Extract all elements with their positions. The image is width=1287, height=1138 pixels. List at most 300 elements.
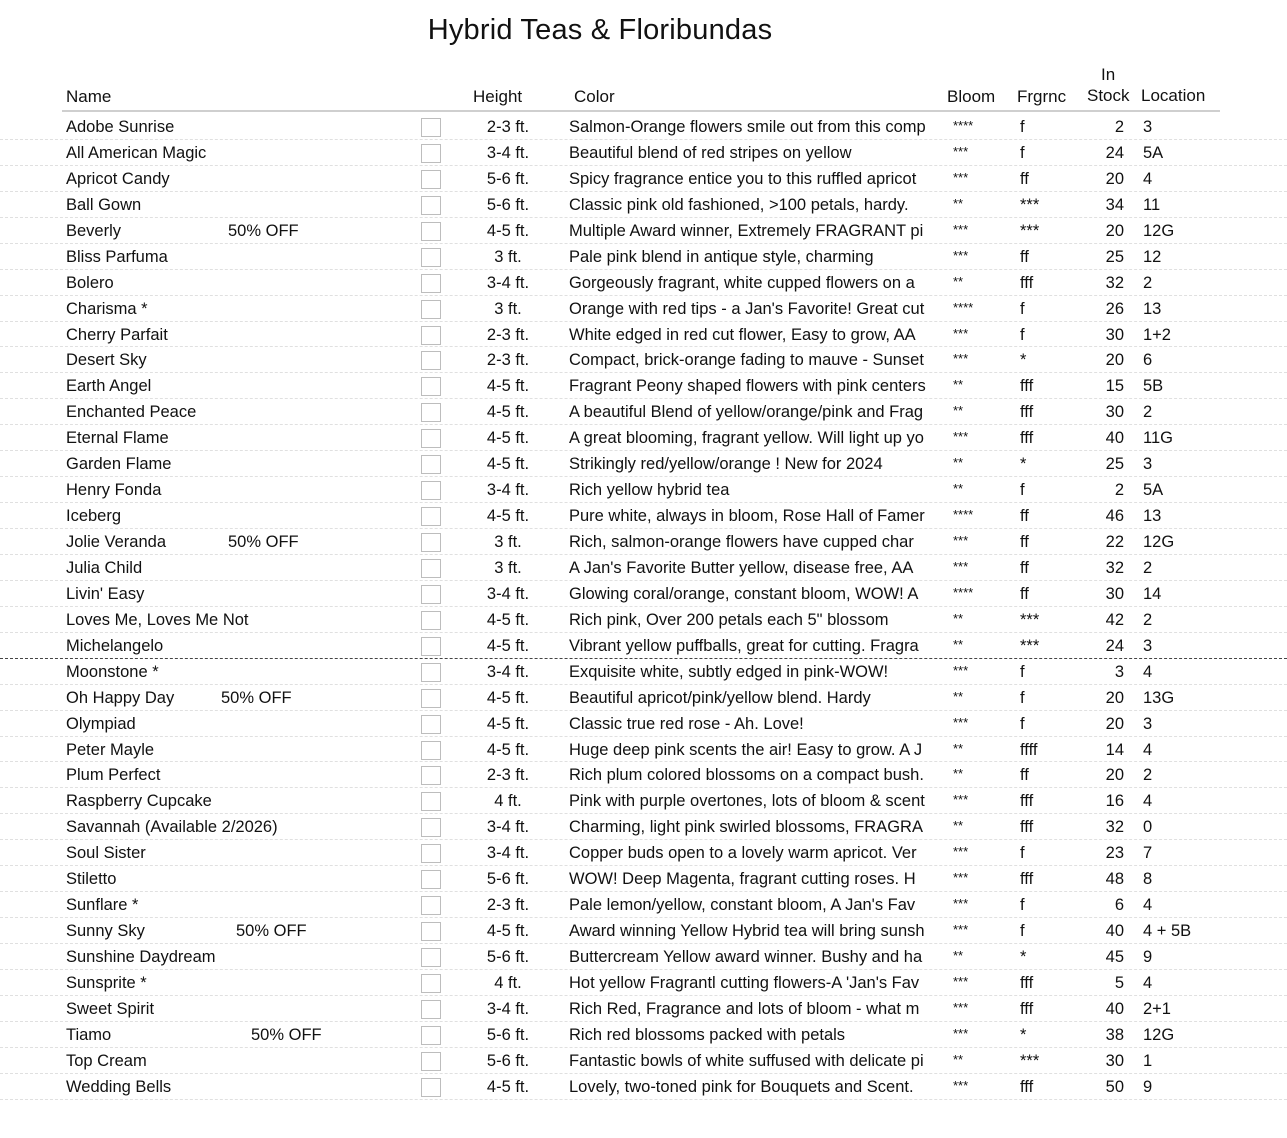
rose-name: Peter Mayle bbox=[66, 740, 155, 759]
color-description: Orange with red tips - a Jan's Favorite! Great cut bbox=[569, 299, 925, 318]
location-cell: 2 bbox=[1143, 273, 1153, 292]
checkbox[interactable] bbox=[421, 326, 441, 345]
height-cell: 3 ft. bbox=[494, 299, 522, 318]
checkbox[interactable] bbox=[421, 974, 441, 993]
table-row bbox=[0, 529, 1287, 555]
height-cell: 4 ft. bbox=[494, 792, 522, 811]
color-description: Award winning Yellow Hybrid tea will bring sunsh bbox=[569, 922, 925, 941]
fragrance-rating: fff bbox=[1020, 377, 1034, 396]
checkbox[interactable] bbox=[421, 196, 441, 215]
sale-badge: 50% OFF bbox=[228, 533, 299, 551]
in-stock-count: 32 bbox=[1105, 273, 1124, 292]
table-row bbox=[0, 347, 1287, 373]
in-stock-count: 40 bbox=[1105, 999, 1124, 1018]
sale-badge: 50% OFF bbox=[236, 922, 307, 941]
bloom-rating: *** bbox=[953, 844, 969, 860]
height-cell: 3-4 ft. bbox=[486, 273, 530, 292]
color-description: Charming, light pink swirled blossoms, FRAGRA bbox=[569, 818, 923, 837]
bloom-rating: *** bbox=[953, 1025, 969, 1041]
location-cell: 12 bbox=[1143, 247, 1162, 266]
color-description: Buttercream Yellow award winner. Bushy and ha bbox=[569, 948, 923, 966]
height-cell: 4-5 ft. bbox=[486, 455, 530, 474]
header-bloom: Bloom bbox=[947, 87, 996, 106]
fragrance-rating: f bbox=[1020, 896, 1025, 915]
color-description: Glowing coral/orange, constant bloom, WOW! A bbox=[569, 584, 919, 603]
rose-name: Julia Child bbox=[66, 558, 143, 577]
rose-name: All American Magic bbox=[66, 143, 207, 162]
fragrance-rating: ff bbox=[1020, 584, 1029, 603]
bloom-rating: *** bbox=[953, 973, 969, 989]
fragrance-rating: ffff bbox=[1020, 740, 1038, 759]
in-stock-count: 48 bbox=[1105, 870, 1124, 889]
in-stock-count: 30 bbox=[1105, 325, 1124, 344]
rose-name: Cherry Parfait bbox=[66, 325, 168, 344]
location-cell: 13 bbox=[1143, 507, 1162, 526]
rose-name: Desert Sky bbox=[66, 351, 147, 370]
checkbox[interactable] bbox=[421, 585, 441, 604]
bloom-rating: ** bbox=[953, 377, 964, 393]
bloom-rating: ** bbox=[953, 948, 964, 963]
location-cell: 7 bbox=[1143, 844, 1153, 863]
rose-name: Michelangelo bbox=[66, 636, 164, 655]
checkbox[interactable] bbox=[421, 663, 441, 682]
checkbox[interactable] bbox=[421, 507, 441, 526]
color-description: Classic true red rose - Ah. Love! bbox=[569, 714, 804, 733]
color-description: Copper buds open to a lovely warm apricot. Ver bbox=[569, 844, 917, 863]
table-row bbox=[0, 296, 1287, 322]
checkbox[interactable] bbox=[421, 844, 441, 863]
checkbox[interactable] bbox=[421, 170, 441, 189]
color-description: A great blooming, fragrant yellow. Will light up yo bbox=[569, 429, 924, 448]
location-cell: 4 bbox=[1143, 973, 1153, 992]
checkbox[interactable] bbox=[421, 429, 441, 448]
location-cell: 3 bbox=[1143, 714, 1153, 733]
bloom-rating: ** bbox=[953, 1051, 964, 1067]
table-row bbox=[0, 1048, 1287, 1074]
fragrance-rating: *** bbox=[1020, 221, 1040, 240]
fragrance-rating: *** bbox=[1020, 1051, 1040, 1070]
color-description: Classic pink old fashioned, >100 petals, hardy. bbox=[569, 195, 909, 214]
height-cell: 2-3 ft. bbox=[486, 766, 530, 785]
height-cell: 5-6 ft. bbox=[486, 948, 530, 966]
height-cell: 4-5 ft. bbox=[486, 429, 530, 448]
height-cell: 3-4 ft. bbox=[486, 844, 530, 863]
rose-name: Livin' Easy bbox=[66, 584, 145, 603]
checkbox[interactable] bbox=[421, 377, 441, 396]
location-cell: 1 bbox=[1143, 1051, 1153, 1070]
in-stock-count: 2 bbox=[1114, 118, 1124, 136]
table-row bbox=[0, 762, 1287, 788]
table-row bbox=[0, 140, 1287, 166]
bloom-rating: ** bbox=[953, 740, 964, 756]
table-row bbox=[0, 659, 1287, 685]
fragrance-rating: f bbox=[1020, 299, 1025, 318]
location-cell: 2 bbox=[1143, 610, 1153, 629]
table-row bbox=[0, 555, 1287, 581]
fragrance-rating: ff bbox=[1020, 766, 1029, 785]
height-cell: 4-5 ft. bbox=[486, 688, 530, 707]
bloom-rating: ** bbox=[953, 688, 964, 704]
page-title: Hybrid Teas & Floribundas bbox=[427, 14, 773, 46]
header-location: Location bbox=[1141, 86, 1206, 105]
table-row bbox=[0, 866, 1287, 892]
checkbox[interactable] bbox=[421, 818, 441, 837]
in-stock-count: 45 bbox=[1105, 948, 1124, 966]
fragrance-rating: f bbox=[1020, 662, 1025, 681]
checkbox[interactable] bbox=[421, 766, 441, 785]
location-cell: 3 bbox=[1143, 118, 1153, 136]
in-stock-count: 15 bbox=[1105, 377, 1124, 396]
color-description: A beautiful Blend of yellow/orange/pink and Frag bbox=[569, 403, 924, 422]
height-cell: 2-3 ft. bbox=[486, 118, 530, 136]
rose-name: Apricot Candy bbox=[66, 169, 170, 188]
rose-name: Sunshine Daydream bbox=[66, 948, 216, 966]
fragrance-rating: fff bbox=[1020, 1077, 1034, 1096]
checkbox[interactable] bbox=[421, 300, 441, 319]
bloom-rating: ** bbox=[953, 766, 964, 782]
checkbox[interactable] bbox=[421, 1052, 441, 1071]
bloom-rating: *** bbox=[953, 221, 969, 237]
bloom-rating: *** bbox=[953, 662, 969, 678]
checkbox[interactable] bbox=[421, 1078, 441, 1097]
table-row bbox=[0, 1022, 1287, 1048]
table-row bbox=[0, 477, 1287, 503]
height-cell: 5-6 ft. bbox=[486, 169, 530, 188]
color-description: Gorgeously fragrant, white cupped flowers on a bbox=[569, 273, 915, 292]
fragrance-rating: f bbox=[1020, 118, 1025, 136]
fragrance-rating: *** bbox=[1020, 636, 1040, 655]
color-description: Rich Red, Fragrance and lots of bloom - what m bbox=[569, 999, 920, 1018]
height-cell: 2-3 ft. bbox=[486, 896, 530, 915]
checkbox[interactable] bbox=[421, 741, 441, 760]
in-stock-count: 20 bbox=[1105, 714, 1124, 733]
in-stock-count: 22 bbox=[1105, 533, 1124, 551]
rose-name: Raspberry Cupcake bbox=[66, 792, 212, 811]
bloom-rating: ** bbox=[953, 273, 964, 289]
fragrance-rating: fff bbox=[1020, 818, 1034, 837]
rose-name: Tiamo bbox=[66, 1025, 112, 1044]
in-stock-count: 16 bbox=[1105, 792, 1124, 811]
checkbox[interactable] bbox=[421, 792, 441, 811]
bloom-rating: *** bbox=[953, 351, 969, 367]
bloom-rating: *** bbox=[953, 792, 969, 808]
rose-name: Enchanted Peace bbox=[66, 403, 197, 422]
rose-table bbox=[0, 114, 1287, 1100]
color-description: Exquisite white, subtly edged in pink-WOW! bbox=[569, 662, 889, 681]
fragrance-rating: *** bbox=[1020, 610, 1040, 629]
header-stock: Stock bbox=[1087, 86, 1130, 105]
bloom-rating: *** bbox=[953, 870, 969, 886]
fragrance-rating: ff bbox=[1020, 247, 1029, 266]
table-row bbox=[0, 996, 1287, 1022]
height-cell: 4-5 ft. bbox=[486, 636, 530, 655]
height-cell: 3-4 ft. bbox=[486, 818, 530, 837]
location-cell: 3 bbox=[1143, 636, 1153, 655]
fragrance-rating: f bbox=[1020, 844, 1025, 863]
table-row bbox=[0, 633, 1287, 659]
location-cell: 11 bbox=[1143, 195, 1161, 214]
color-description: Spicy fragrance entice you to this ruffled apricot bbox=[569, 169, 917, 188]
checkbox[interactable] bbox=[421, 715, 441, 734]
height-cell: 5-6 ft. bbox=[486, 1025, 530, 1044]
in-stock-count: 24 bbox=[1105, 636, 1124, 655]
location-cell: 5A bbox=[1143, 481, 1164, 500]
bloom-rating: **** bbox=[953, 299, 974, 315]
height-cell: 5-6 ft. bbox=[486, 1051, 530, 1070]
rose-name: Jolie Veranda bbox=[66, 533, 166, 551]
location-cell: 9 bbox=[1143, 948, 1153, 966]
in-stock-count: 34 bbox=[1105, 195, 1124, 214]
rose-name: Adobe Sunrise bbox=[66, 118, 175, 136]
in-stock-count: 50 bbox=[1105, 1077, 1124, 1096]
table-row bbox=[0, 322, 1287, 348]
fragrance-rating: * bbox=[1020, 948, 1027, 966]
color-description: Salmon-Orange flowers smile out from this comp bbox=[569, 118, 926, 136]
height-cell: 5-6 ft. bbox=[486, 870, 530, 889]
height-cell: 4 ft. bbox=[494, 973, 522, 992]
in-stock-count: 26 bbox=[1105, 299, 1124, 318]
color-description: White edged in red cut flower, Easy to grow, AA bbox=[569, 325, 916, 344]
fragrance-rating: f bbox=[1020, 481, 1025, 500]
sale-badge: 50% OFF bbox=[251, 1025, 322, 1044]
color-description: Rich pink, Over 200 petals each 5" blossom bbox=[569, 610, 889, 629]
location-cell: 5A bbox=[1143, 143, 1164, 162]
location-cell: 8 bbox=[1143, 870, 1153, 889]
in-stock-count: 5 bbox=[1114, 973, 1124, 992]
table-row bbox=[0, 607, 1287, 633]
checkbox[interactable] bbox=[421, 689, 441, 708]
rose-name: Henry Fonda bbox=[66, 481, 162, 500]
fragrance-rating: f bbox=[1020, 714, 1025, 733]
table-row bbox=[0, 451, 1287, 477]
rose-name: Sunflare * bbox=[66, 896, 139, 915]
location-cell: 6 bbox=[1143, 351, 1153, 370]
in-stock-count: 40 bbox=[1105, 429, 1124, 448]
fragrance-rating: ff bbox=[1020, 533, 1029, 551]
in-stock-count: 3 bbox=[1114, 662, 1124, 681]
in-stock-count: 30 bbox=[1105, 403, 1124, 422]
checkbox[interactable] bbox=[421, 144, 441, 163]
checkbox[interactable] bbox=[421, 637, 441, 656]
in-stock-count: 23 bbox=[1105, 844, 1124, 863]
height-cell: 4-5 ft. bbox=[486, 740, 530, 759]
color-description: Rich red blossoms packed with petals bbox=[569, 1025, 846, 1044]
in-stock-count: 20 bbox=[1105, 351, 1124, 370]
bloom-rating: *** bbox=[953, 714, 969, 730]
sale-badge: 50% OFF bbox=[221, 688, 292, 707]
fragrance-rating: f bbox=[1020, 922, 1025, 941]
checkbox[interactable] bbox=[421, 1000, 441, 1019]
in-stock-count: 14 bbox=[1105, 740, 1124, 759]
rose-name: Savannah (Available 2/2026) bbox=[66, 818, 278, 837]
checkbox[interactable] bbox=[421, 274, 441, 293]
fragrance-rating: ff bbox=[1020, 169, 1029, 188]
rose-name: Sweet Spirit bbox=[66, 999, 155, 1018]
in-stock-count: 6 bbox=[1114, 896, 1124, 915]
table-row bbox=[0, 581, 1287, 607]
color-description: Lovely, two-toned pink for Bouquets and Scent. bbox=[569, 1077, 914, 1096]
bloom-rating: ** bbox=[953, 403, 964, 419]
checkbox[interactable] bbox=[421, 481, 441, 500]
fragrance-rating: fff bbox=[1020, 792, 1034, 811]
header-rule bbox=[62, 110, 1220, 112]
table-row bbox=[0, 399, 1287, 425]
location-cell: 1+2 bbox=[1143, 325, 1171, 344]
checkbox[interactable] bbox=[421, 611, 441, 630]
bloom-rating: *** bbox=[953, 429, 969, 445]
bloom-rating: *** bbox=[953, 325, 969, 341]
header-in: In bbox=[1101, 65, 1116, 84]
header-name: Name bbox=[66, 87, 112, 106]
color-description: Huge deep pink scents the air! Easy to grow. A J bbox=[569, 740, 923, 759]
location-cell: 4 bbox=[1143, 792, 1153, 811]
fragrance-rating: fff bbox=[1020, 870, 1034, 889]
in-stock-count: 46 bbox=[1105, 507, 1124, 526]
header-height: Height bbox=[473, 87, 523, 106]
rose-name: Soul Sister bbox=[66, 844, 146, 863]
color-description: Rich, salmon-orange flowers have cupped char bbox=[569, 533, 914, 551]
table-row bbox=[0, 685, 1287, 711]
rose-name: Charisma * bbox=[66, 299, 148, 318]
fragrance-rating: f bbox=[1020, 143, 1025, 162]
height-cell: 4-5 ft. bbox=[486, 507, 530, 526]
color-description: A Jan's Favorite Butter yellow, disease free, AA bbox=[569, 558, 914, 577]
fragrance-rating: fff bbox=[1020, 999, 1034, 1018]
height-cell: 3-4 ft. bbox=[486, 143, 530, 162]
table-row bbox=[0, 737, 1287, 763]
fragrance-rating: fff bbox=[1020, 403, 1034, 422]
fragrance-rating: fff bbox=[1020, 429, 1034, 448]
table-row bbox=[0, 814, 1287, 840]
height-cell: 3-4 ft. bbox=[486, 999, 530, 1018]
table-row bbox=[0, 970, 1287, 996]
height-cell: 2-3 ft. bbox=[486, 325, 530, 344]
height-cell: 3 ft. bbox=[494, 533, 522, 551]
location-cell: 3 bbox=[1143, 455, 1153, 474]
checkbox[interactable] bbox=[421, 351, 441, 370]
table-row bbox=[0, 788, 1287, 814]
table-row bbox=[0, 114, 1287, 140]
checkbox[interactable] bbox=[421, 870, 441, 889]
color-description: Vibrant yellow puffballs, great for cutting. Fragra bbox=[569, 636, 919, 655]
rose-name: Eternal Flame bbox=[66, 429, 169, 448]
location-cell: 12G bbox=[1143, 221, 1175, 240]
checkbox[interactable] bbox=[421, 455, 441, 474]
height-cell: 2-3 ft. bbox=[486, 351, 530, 370]
height-cell: 3-4 ft. bbox=[486, 481, 530, 500]
rose-name: Earth Angel bbox=[66, 377, 152, 396]
rose-name: Iceberg bbox=[66, 507, 122, 526]
fragrance-rating: fff bbox=[1020, 973, 1034, 992]
table-row bbox=[0, 218, 1287, 244]
rose-name: Sunsprite * bbox=[66, 973, 147, 992]
in-stock-count: 2 bbox=[1114, 481, 1124, 500]
sale-badge: 50% OFF bbox=[228, 221, 299, 240]
in-stock-count: 25 bbox=[1105, 455, 1124, 474]
fragrance-rating: f bbox=[1020, 688, 1025, 707]
color-description: Pure white, always in bloom, Rose Hall of Famer bbox=[569, 507, 925, 526]
fragrance-rating: * bbox=[1020, 455, 1027, 474]
bloom-rating: ** bbox=[953, 610, 964, 626]
checkbox[interactable] bbox=[421, 948, 441, 967]
checkbox[interactable] bbox=[421, 248, 441, 267]
color-description: Pink with purple overtones, lots of bloom & scent bbox=[569, 792, 925, 811]
rose-name: Loves Me, Loves Me Not bbox=[66, 610, 249, 629]
checkbox[interactable] bbox=[421, 222, 441, 241]
in-stock-count: 20 bbox=[1105, 169, 1124, 188]
fragrance-rating: * bbox=[1020, 351, 1027, 370]
location-cell: 5B bbox=[1143, 377, 1164, 396]
location-cell: 4 bbox=[1143, 896, 1153, 915]
fragrance-rating: f bbox=[1020, 325, 1025, 344]
rose-name: Beverly bbox=[66, 221, 122, 240]
color-description: Hot yellow Fragrantl cutting flowers-A 'Jan's Fav bbox=[569, 973, 920, 992]
bloom-rating: ** bbox=[953, 818, 964, 834]
checkbox[interactable] bbox=[421, 403, 441, 422]
location-cell: 0 bbox=[1143, 818, 1153, 837]
color-description: Strikingly red/yellow/orange ! New for 2024 bbox=[569, 455, 883, 474]
location-cell: 2 bbox=[1143, 403, 1153, 422]
color-description: Rich yellow hybrid tea bbox=[569, 481, 730, 500]
checkbox[interactable] bbox=[421, 922, 441, 941]
table-row bbox=[0, 918, 1287, 944]
checkbox[interactable] bbox=[421, 896, 441, 915]
fragrance-rating: * bbox=[1020, 1025, 1027, 1044]
checkbox[interactable] bbox=[421, 118, 441, 137]
height-cell: 3-4 ft. bbox=[486, 584, 530, 603]
height-cell: 4-5 ft. bbox=[486, 922, 530, 941]
table-row bbox=[0, 1074, 1287, 1100]
color-description: Beautiful apricot/pink/yellow blend. Hardy bbox=[569, 688, 871, 707]
in-stock-count: 24 bbox=[1105, 143, 1124, 162]
bloom-rating: *** bbox=[953, 558, 969, 574]
bloom-rating: **** bbox=[953, 507, 974, 523]
bloom-rating: *** bbox=[953, 896, 969, 912]
checkbox[interactable] bbox=[421, 559, 441, 578]
height-cell: 3-4 ft. bbox=[486, 662, 530, 681]
height-cell: 3 ft. bbox=[494, 558, 522, 577]
fragrance-rating: *** bbox=[1020, 195, 1040, 214]
rose-name: Olympiad bbox=[66, 714, 136, 733]
rose-name: Oh Happy Day bbox=[66, 688, 175, 707]
checkbox[interactable] bbox=[421, 1026, 441, 1045]
color-description: WOW! Deep Magenta, fragrant cutting roses. H bbox=[569, 870, 916, 889]
color-description: Fantastic bowls of white suffused with delicate pi bbox=[569, 1051, 924, 1070]
bloom-rating: *** bbox=[953, 999, 969, 1015]
in-stock-count: 38 bbox=[1105, 1025, 1124, 1044]
height-cell: 4-5 ft. bbox=[486, 403, 530, 422]
table-row bbox=[0, 503, 1287, 529]
location-cell: 12G bbox=[1143, 533, 1175, 551]
rose-name: Garden Flame bbox=[66, 455, 172, 474]
in-stock-count: 40 bbox=[1105, 922, 1124, 941]
height-cell: 4-5 ft. bbox=[486, 377, 530, 396]
bloom-rating: ** bbox=[953, 455, 964, 471]
table-row bbox=[0, 425, 1287, 451]
rose-name: Moonstone * bbox=[66, 662, 159, 681]
in-stock-count: 42 bbox=[1105, 610, 1124, 629]
color-description: Compact, brick-orange fading to mauve - Sunset bbox=[569, 351, 924, 370]
location-cell: 4 bbox=[1143, 740, 1153, 759]
location-cell: 14 bbox=[1143, 584, 1162, 603]
rose-name: Top Cream bbox=[66, 1051, 147, 1070]
color-description: Multiple Award winner, Extremely FRAGRANT pi bbox=[569, 221, 924, 240]
bloom-rating: *** bbox=[953, 533, 969, 548]
checkbox[interactable] bbox=[421, 533, 441, 552]
table-row bbox=[0, 944, 1287, 970]
rose-name: Bliss Parfuma bbox=[66, 247, 168, 266]
rose-name: Stiletto bbox=[66, 870, 117, 889]
